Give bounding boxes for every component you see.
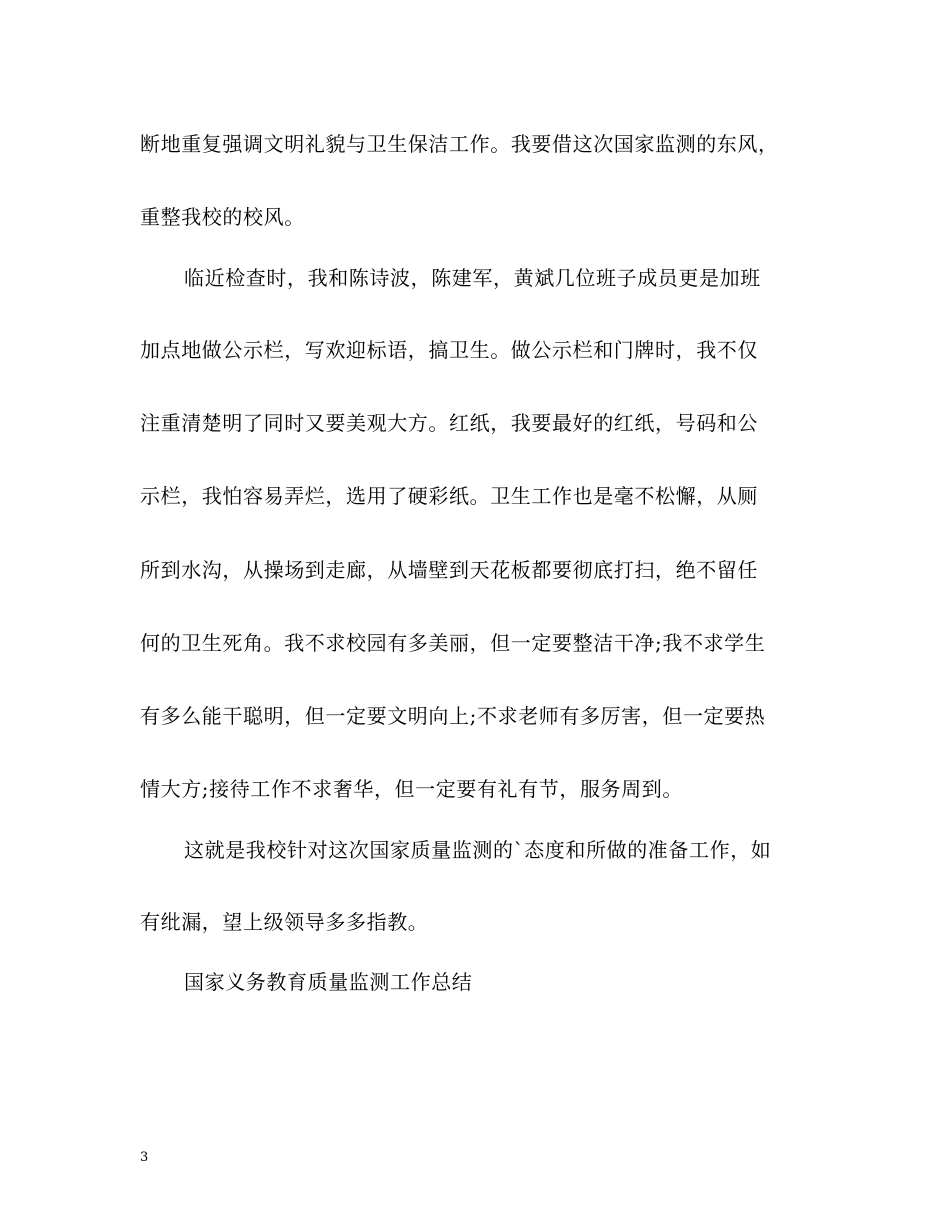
text-line: 情大方;接待工作不求奢华，但一定要有礼有节，服务周到。 <box>140 777 683 801</box>
text-line: 有多么能干聪明，但一定要文明向上;不求老师有多厉害，但一定要热 <box>140 704 766 728</box>
section-heading: 国家义务教育质量监测工作总结 <box>184 970 473 994</box>
page-number: 3 <box>140 1150 149 1165</box>
text-line: 重整我校的校风。 <box>140 205 305 229</box>
text-line: 示栏，我怕容易弄烂，选用了硬彩纸。卫生工作也是毫不松懈，从厕 <box>140 484 758 508</box>
paragraph-first-line: 临近检查时，我和陈诗波，陈建军，黄斌几位班子成员更是加班 <box>184 266 761 290</box>
text-line: 所到水沟，从操场到走廊，从墙壁到天花板都要彻底打扫，绝不留任 <box>140 558 758 582</box>
text-line: 有纰漏，望上级领导多多指教。 <box>140 910 429 934</box>
text-line: 加点地做公示栏，写欢迎标语，搞卫生。做公示栏和门牌时，我不仅 <box>140 338 758 362</box>
text-line: 何的卫生死角。我不求校园有多美丽，但一定要整洁干净;我不求学生 <box>140 631 766 655</box>
text-line: 断地重复强调文明礼貌与卫生保洁工作。我要借这次国家监测的东风， <box>140 132 779 156</box>
paragraph-first-line: 这就是我校针对这次国家质量监测的`态度和所做的准备工作，如 <box>184 838 772 862</box>
text-line: 注重清楚明了同时又要美观大方。红纸，我要最好的红纸，号码和公 <box>140 411 758 435</box>
